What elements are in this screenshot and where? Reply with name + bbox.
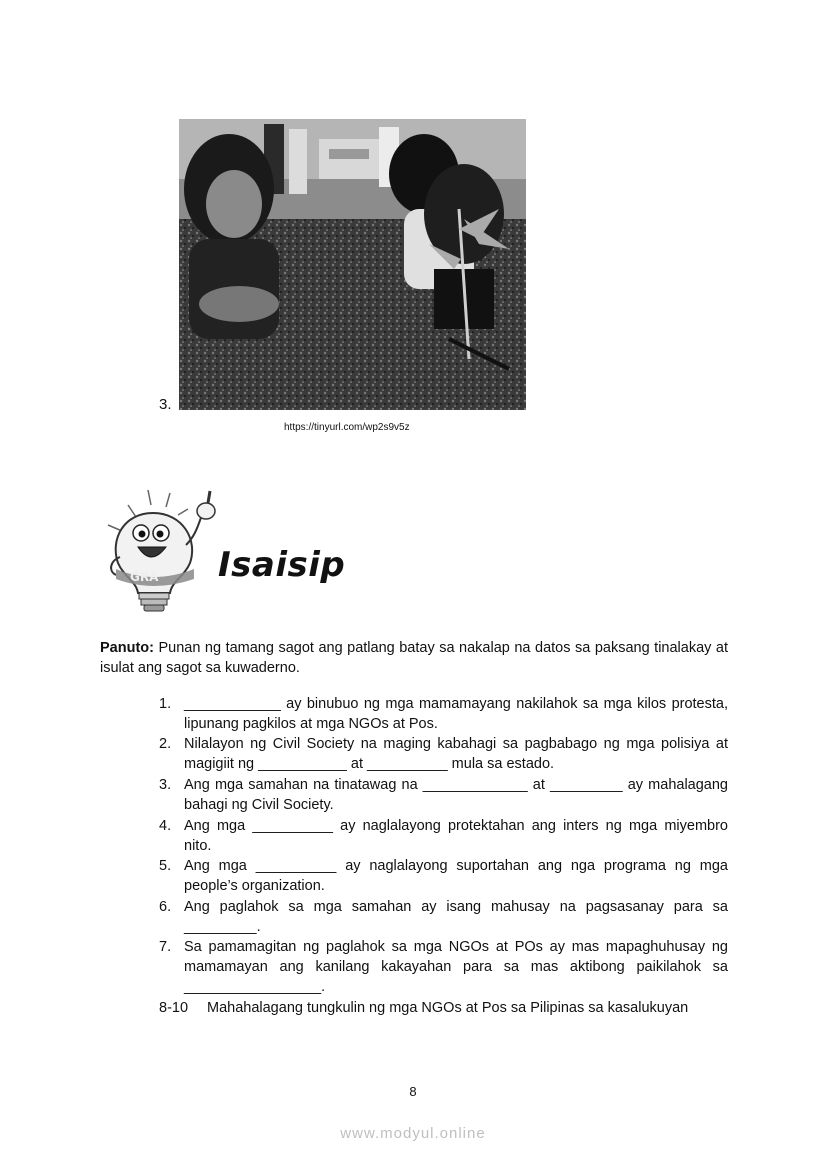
item-text: Ang mga samahan na tinatawag na _____________ at _________ ay mahalagang bahagi ng Civil Society. xyxy=(184,777,728,813)
item-number: 1. xyxy=(159,696,172,712)
item-text: ____________ ay binubuo ng mga mamamayang nakilahok sa mga kilos protesta, lipunang pagkilos at mga NGOs at Pos. xyxy=(184,696,728,732)
item-number: 5. xyxy=(159,858,172,874)
item-text: Ang paglahok sa mga samahan ay isang mahusay na pagsasanay para sa _________. xyxy=(184,899,728,935)
list-item xyxy=(159,694,728,734)
instructions-text: Punan ng tamang sagot ang patlang batay sa nakalap na datos sa paksang tinalakay at isulat ang sagot sa kuwaderno. xyxy=(100,640,728,676)
item-text: Sa pamamagitan ng paglahok sa mga NGOs at POs ay mas mapaghuhusay ng mamamayan ang kanilang kakayahan para sa mas aktibong paikilahok sa _________________. xyxy=(184,939,728,995)
watermark: www.modyul.online xyxy=(340,1125,486,1142)
list-item xyxy=(159,775,728,815)
photo-number: 3. xyxy=(159,396,172,413)
item-text: Mahahalagang tungkulin ng mga NGOs at Pos sa Pilipinas sa kasalukuyan xyxy=(207,1000,689,1016)
item-number: 3. xyxy=(159,777,172,793)
item-text: Ang mga __________ ay naglalayong suportahan ang nga programa ng mga people’s organization. xyxy=(184,858,728,894)
item-number: 7. xyxy=(159,939,172,955)
list-item xyxy=(159,937,728,997)
list-item xyxy=(159,816,728,856)
instructions xyxy=(100,638,728,678)
item-text: Nilalayon ng Civil Society na maging kabahagi sa pagbabago ng mga polisiya at magigiit ng ___________ at __________ mula sa estado. xyxy=(184,736,728,772)
item-number: 8-10 xyxy=(159,1000,189,1016)
section-title: Isaisip xyxy=(218,545,346,585)
lightbulb-mascot-icon xyxy=(98,485,224,615)
instructions-label: Panuto: xyxy=(100,640,154,656)
list-item xyxy=(159,897,728,937)
item-number: 6. xyxy=(159,899,172,915)
photo-source-url-text: https://tinyurl.com/wp2s9v5z xyxy=(284,422,410,433)
item-number: 2. xyxy=(159,736,172,752)
mascot-band-text: GRA xyxy=(130,570,159,584)
tree-planting-photo xyxy=(179,119,526,410)
page-number: 8 xyxy=(409,1084,417,1099)
list-item-last xyxy=(159,998,688,1018)
item-number: 4. xyxy=(159,818,172,834)
list-item xyxy=(159,734,728,774)
list-item xyxy=(159,856,728,896)
item-text: Ang mga __________ ay naglalayong protektahan ang inters ng mga miyembro nito. xyxy=(184,818,728,854)
